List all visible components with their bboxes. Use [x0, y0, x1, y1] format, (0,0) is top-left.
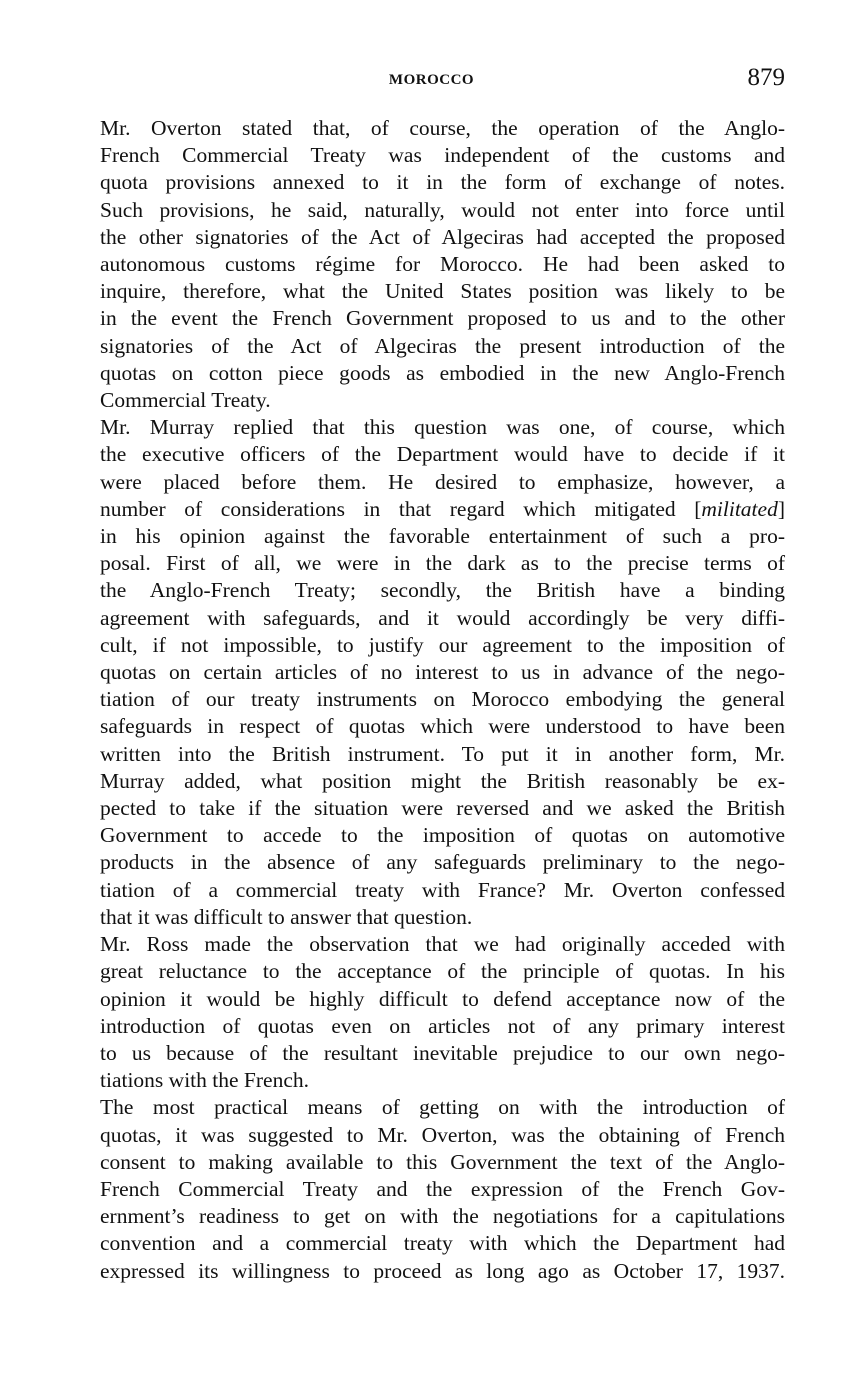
- paragraph-practical-means: [78, 1094, 785, 1284]
- text-line: the other signatories of the Act of Algeciras had accepted the proposed: [100, 224, 785, 249]
- text-line: written into the British instrument. To put it in another form, Mr.: [100, 741, 785, 766]
- text-line: tiation of our treaty instruments on Morocco embodying the general: [100, 687, 785, 712]
- text-line: quota provisions annexed to it in the form of exchange of notes.: [100, 170, 785, 195]
- text-line: to us because of the resultant inevitable prejudice to our own nego-: [100, 1040, 785, 1065]
- text-line: were placed before them. He desired to emphasize, however, a: [100, 469, 785, 494]
- text-line: expressed its willingness to proceed as long ago as October 17, 1937.: [100, 1258, 785, 1283]
- text-line: Murray added, what position might the British reasonably be ex-: [100, 768, 785, 793]
- text-line: Such provisions, he said, naturally, would not enter into force until: [100, 197, 785, 222]
- text-line: Commercial Treaty.: [100, 388, 271, 413]
- bracket-close: ]: [777, 496, 785, 521]
- text-line: products in the absence of any safeguards preliminary to the nego-: [100, 850, 785, 875]
- paragraph-murray-reply: [78, 414, 785, 931]
- text-line: autonomous customs régime for Morocco. He had been asked to: [100, 252, 785, 277]
- text-line: in the event the French Government proposed to us and to the other: [100, 306, 785, 331]
- text-line: French Commercial Treaty was independent of the customs and: [100, 143, 785, 168]
- italic-insert: militated: [701, 496, 778, 521]
- body-text: [78, 115, 785, 1285]
- text-line: the executive officers of the Department would have to decide if it: [100, 442, 785, 467]
- text-line: introduction of quotas even on articles not of any primary interest: [100, 1013, 785, 1038]
- text-line: Government to accede to the imposition of quotas on automotive: [100, 823, 785, 848]
- text-line: opinion it would be highly difficult to defend acceptance now of the: [100, 986, 785, 1011]
- text-line: in his opinion against the favorable entertainment of such a pro-: [100, 524, 785, 549]
- page-number: 879: [747, 64, 785, 91]
- text-line: French Commercial Treaty and the expression of the French Gov-: [100, 1176, 785, 1201]
- text-line: inquire, therefore, what the United States position was likely to be: [100, 279, 785, 304]
- text-line: signatories of the Act of Algeciras the present introduction of the: [100, 333, 785, 358]
- text-line: great reluctance to the acceptance of the principle of quotas. In his: [100, 959, 785, 984]
- text-line: the Anglo-French Treaty; secondly, the British have a binding: [100, 578, 785, 603]
- text-line: Mr. Overton stated that, of course, the operation of the Anglo-: [100, 116, 785, 140]
- text-line: The most practical means of getting on with the introduction of: [100, 1095, 785, 1120]
- text-line: Mr. Murray replied that this question was one, of course, which: [100, 415, 785, 440]
- text-line: convention and a commercial treaty with which the Department had: [100, 1231, 785, 1256]
- text-line: quotas, it was suggested to Mr. Overton, was the obtaining of French: [100, 1122, 785, 1147]
- text-line: quotas on certain articles of no interest to us in advance of the nego-: [100, 660, 785, 685]
- text-fragment: number of considerations in that regard which mitigated [: [100, 496, 702, 521]
- text-line: quotas on cotton piece goods as embodied in the new Anglo-French: [100, 360, 785, 385]
- text-line: posal. First of all, we were in the dark as to the precise terms of: [100, 551, 785, 576]
- text-line: ernment’s readiness to get on with the negotiations for a capitulations: [100, 1204, 785, 1229]
- text-line: agreement with safeguards, and it would accordingly be very diffi-: [100, 605, 785, 630]
- text-line: cult, if not impossible, to justify our agreement to the imposition of: [100, 632, 785, 657]
- paragraph-ross-observation: [78, 931, 785, 1094]
- header-title: MOROCCO: [388, 72, 475, 88]
- text-line: pected to take if the situation were reversed and we asked the British: [100, 796, 785, 821]
- text-line: that it was difficult to answer that question.: [100, 904, 473, 929]
- text-line: safeguards in respect of quotas which were understood to have been: [100, 714, 785, 739]
- text-line: tiation of a commercial treaty with France? Mr. Overton confessed: [100, 877, 785, 902]
- text-line: tiations with the French.: [100, 1068, 309, 1093]
- text-line: Mr. Ross made the observation that we had originally acceded with: [100, 932, 785, 957]
- running-head: [78, 64, 785, 100]
- text-line: consent to making available to this Government the text of the Anglo-: [100, 1149, 785, 1174]
- paragraph-overton-statement: [78, 115, 785, 414]
- text-line-with-insert: [78, 496, 785, 523]
